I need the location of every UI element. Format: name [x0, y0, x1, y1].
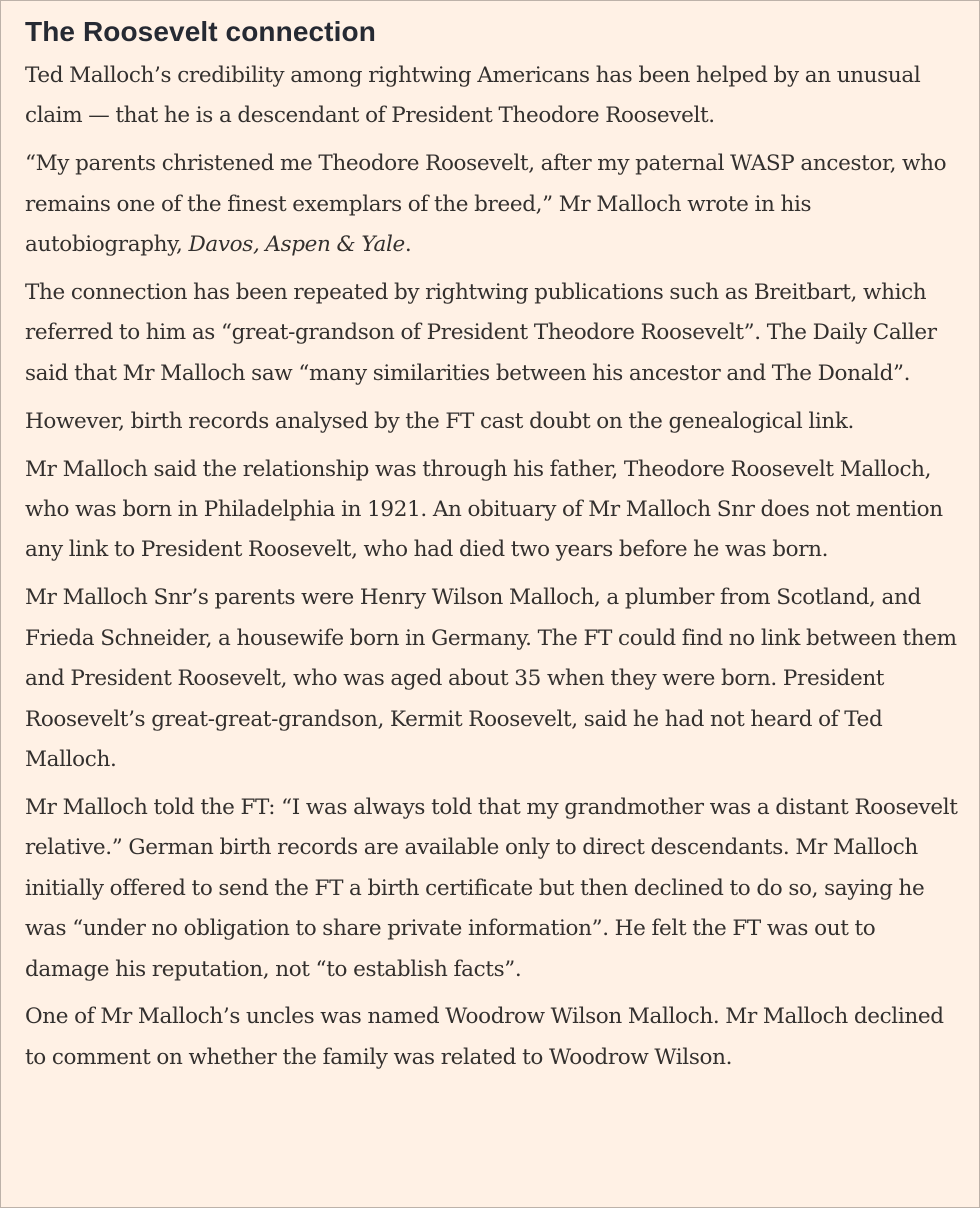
book-title: Davos, Aspen & Yale	[188, 232, 405, 258]
paragraph-6: Mr Malloch Snr’s parents were Henry Wilson Malloch, a plumber from Scotland, and Frieda Schneider, a housewife born in Germany. The FT could find no link between them and President Roosevelt, who was aged about 35 when they were born. President Roosevelt’s great-great-grandson, Kermit Roosevelt, said he had not heard of Ted Malloch.	[25, 585, 957, 772]
paragraph-8: One of Mr Malloch’s uncles was named Woodrow Wilson Malloch. Mr Malloch declined to comment on whether the family was related to Woodrow Wilson.	[25, 1004, 944, 1070]
section-heading: The Roosevelt connection	[25, 16, 376, 47]
paragraph-2-text: “My parents christened me Theodore Roosevelt, after my paternal WASP ancestor, who remains one of the finest exemplars of the breed,” Mr Malloch wrote in his autobiography,	[25, 151, 947, 258]
paragraph-1: Ted Malloch’s credibility among rightwing Americans has been helped by an unusual claim — that he is a descendant of President Theodore Roosevelt.	[25, 63, 921, 129]
paragraph-4: However, birth records analysed by the FT cast doubt on the genealogical link.	[25, 408, 855, 434]
paragraph-3: The connection has been repeated by rightwing publications such as Breitbart, which referred to him as “great-grandson of President Theodore Roosevelt”. The Daily Caller said that Mr Malloch saw “many similarities between his ancestor and The Donald”.	[25, 280, 937, 386]
paragraph-7: Mr Malloch told the FT: “I was always told that my grandmother was a distant Roosevelt relative.” German birth records are available only to direct descendants. Mr Malloch initially offered to send the FT a birth certificate but then declined to do so, saying he was “under no obligation to share private information”. He felt the FT was out to damage his reputation, not “to establish facts”.	[25, 794, 958, 982]
paragraph-5: Mr Malloch said the relationship was through his father, Theodore Roosevelt Malloch, who was born in Philadelphia in 1921. An obituary of Mr Malloch Snr does not mention any link to President Roosevelt, who had died two years before he was born.	[25, 456, 943, 563]
paragraph-2-end: .	[404, 232, 412, 258]
article-body	[25, 12, 960, 1086]
paragraph-2	[25, 144, 960, 265]
